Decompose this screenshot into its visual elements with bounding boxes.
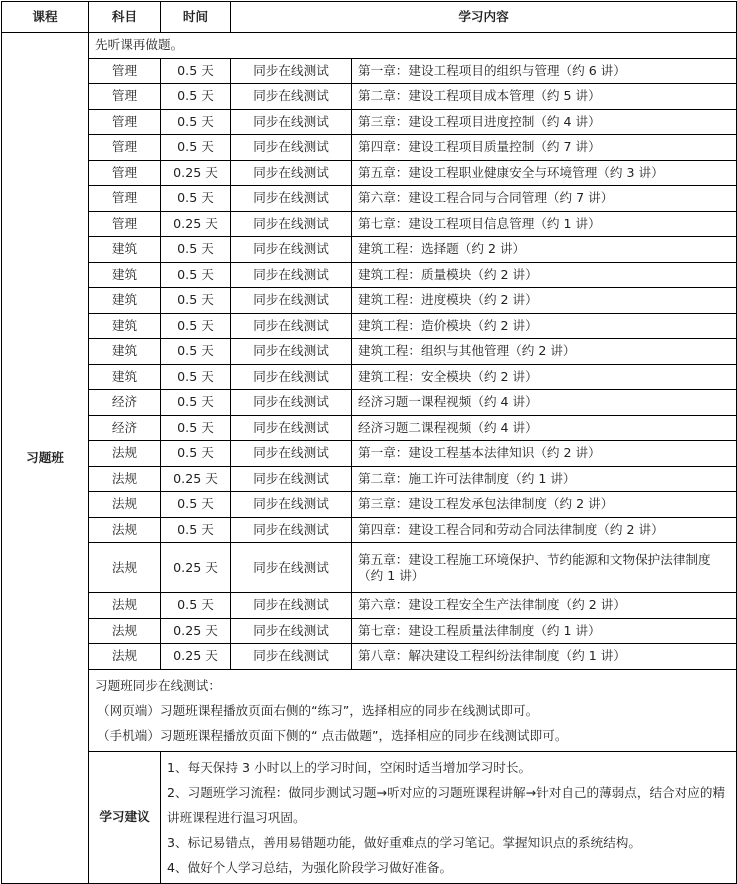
subject-cell: 建筑 [89, 339, 161, 365]
table-row [2, 313, 737, 339]
course-practice-class: 习题班 [2, 33, 89, 884]
subject-cell: 法规 [89, 517, 161, 543]
table-row [2, 288, 737, 314]
subject-cell: 管理 [89, 186, 161, 212]
subject-cell: 管理 [89, 160, 161, 186]
time-cell: 0.5 天 [161, 390, 231, 416]
content-cell: 第五章：建设工程施工环境保护、节约能源和文物保护法律制度（约 1 讲） [352, 543, 737, 593]
time-cell: 0.5 天 [161, 364, 231, 390]
sync-test-note [89, 669, 737, 751]
content-cell: 第三章：建设工程项目进度控制（约 4 讲） [352, 109, 737, 135]
header-content: 学习内容 [231, 2, 737, 33]
subject-cell: 法规 [89, 593, 161, 619]
subject-cell: 法规 [89, 441, 161, 467]
advice-item: 1、每天保持 3 小时以上的学习时间，空闲时适当增加学习时长。 [167, 759, 532, 775]
time-cell: 0.5 天 [161, 313, 231, 339]
subject-cell: 法规 [89, 492, 161, 518]
test-cell: 同步在线测试 [231, 160, 352, 186]
content-cell: 建筑工程：选择题（约 2 讲） [352, 237, 737, 263]
content-cell: 第六章：建设工程安全生产法律制度（约 2 讲） [352, 593, 737, 619]
content-cell: 第七章：建设工程质量法律制度（约 1 讲） [352, 618, 737, 644]
test-cell: 同步在线测试 [231, 313, 352, 339]
test-cell: 同步在线测试 [231, 492, 352, 518]
content-cell: 第一章：建设工程项目的组织与管理（约 6 讲） [352, 58, 737, 84]
subject-cell: 法规 [89, 466, 161, 492]
header-course: 课程 [2, 2, 89, 33]
table-row [2, 390, 737, 416]
table-row [2, 211, 737, 237]
time-cell: 0.5 天 [161, 517, 231, 543]
table-row [2, 237, 737, 263]
advice-item: 2、习题班学习流程：做同步测试习题→听对应的习题班课程讲解→针对自己的薄弱点，结合对应的精讲班课程进行温习巩固。 [167, 784, 726, 825]
test-cell: 同步在线测试 [231, 441, 352, 467]
content-cell: 第二章：建设工程项目成本管理（约 5 讲） [352, 84, 737, 110]
table-row [2, 339, 737, 365]
note-title: 习题班同步在线测试： [95, 677, 221, 693]
test-cell: 同步在线测试 [231, 415, 352, 441]
subject-cell: 经济 [89, 415, 161, 441]
note-mobile: （手机端）习题班课程播放页面下侧的“ 点击做题”，选择相应的同步在线测试即可。 [97, 727, 568, 743]
table-row [2, 618, 737, 644]
test-cell: 同步在线测试 [231, 517, 352, 543]
table-row [2, 415, 737, 441]
intro-text: 先听课再做题。 [89, 33, 737, 59]
test-cell: 同步在线测试 [231, 593, 352, 619]
table-row [2, 84, 737, 110]
header-row [2, 2, 737, 33]
subject-cell: 管理 [89, 211, 161, 237]
intro-row [2, 33, 737, 59]
table-row [2, 109, 737, 135]
content-cell: 第七章：建设工程项目信息管理（约 1 讲） [352, 211, 737, 237]
time-cell: 0.25 天 [161, 211, 231, 237]
subject-cell: 建筑 [89, 288, 161, 314]
time-cell: 0.5 天 [161, 58, 231, 84]
content-cell: 第二章：施工许可法律制度（约 1 讲） [352, 466, 737, 492]
time-cell: 0.5 天 [161, 415, 231, 441]
time-cell: 0.25 天 [161, 160, 231, 186]
subject-cell: 管理 [89, 135, 161, 161]
table-row [2, 58, 737, 84]
test-cell: 同步在线测试 [231, 543, 352, 593]
time-cell: 0.25 天 [161, 466, 231, 492]
time-cell: 0.5 天 [161, 262, 231, 288]
time-cell: 0.25 天 [161, 543, 231, 593]
content-cell: 第五章：建设工程职业健康安全与环境管理（约 3 讲） [352, 160, 737, 186]
time-cell: 0.5 天 [161, 492, 231, 518]
content-cell: 建筑工程：组织与其他管理（约 2 讲） [352, 339, 737, 365]
content-cell: 建筑工程：进度模块（约 2 讲） [352, 288, 737, 314]
subject-cell: 管理 [89, 58, 161, 84]
course-study-advice: 学习建议 [89, 751, 161, 883]
test-cell: 同步在线测试 [231, 58, 352, 84]
time-cell: 0.25 天 [161, 644, 231, 670]
content-cell: 经济习题二课程视频（约 4 讲） [352, 415, 737, 441]
time-cell: 0.5 天 [161, 339, 231, 365]
test-cell: 同步在线测试 [231, 288, 352, 314]
table-row [2, 160, 737, 186]
subject-cell: 法规 [89, 644, 161, 670]
subject-cell: 建筑 [89, 313, 161, 339]
content-cell: 建筑工程：安全模块（约 2 讲） [352, 364, 737, 390]
table-row [2, 593, 737, 619]
content-cell: 第一章：建设工程基本法律知识（约 2 讲） [352, 441, 737, 467]
time-cell: 0.5 天 [161, 288, 231, 314]
test-cell: 同步在线测试 [231, 644, 352, 670]
content-cell: 经济习题一课程视频（约 4 讲） [352, 390, 737, 416]
table-row [2, 262, 737, 288]
study-plan-table [1, 1, 737, 884]
test-cell: 同步在线测试 [231, 339, 352, 365]
subject-cell: 建筑 [89, 237, 161, 263]
advice-list [161, 751, 737, 883]
table-row [2, 543, 737, 593]
advice-item: 4、做好个人学习总结，为强化阶段学习做好准备。 [167, 859, 453, 875]
time-cell: 0.25 天 [161, 618, 231, 644]
header-time: 时间 [161, 2, 231, 33]
table-row [2, 466, 737, 492]
content-cell: 第八章：解决建设工程纠纷法律制度（约 1 讲） [352, 644, 737, 670]
time-cell: 0.5 天 [161, 109, 231, 135]
time-cell: 0.5 天 [161, 84, 231, 110]
table-row [2, 364, 737, 390]
table-row [2, 135, 737, 161]
table-row [2, 441, 737, 467]
test-cell: 同步在线测试 [231, 109, 352, 135]
time-cell: 0.5 天 [161, 441, 231, 467]
subject-cell: 管理 [89, 84, 161, 110]
table-row [2, 492, 737, 518]
test-cell: 同步在线测试 [231, 237, 352, 263]
test-cell: 同步在线测试 [231, 262, 352, 288]
test-cell: 同步在线测试 [231, 618, 352, 644]
subject-cell: 经济 [89, 390, 161, 416]
time-cell: 0.5 天 [161, 237, 231, 263]
advice-item: 3、标记易错点，善用易错题功能，做好重难点的学习笔记。掌握知识点的系统结构。 [167, 834, 641, 850]
test-cell: 同步在线测试 [231, 84, 352, 110]
subject-cell: 建筑 [89, 262, 161, 288]
test-cell: 同步在线测试 [231, 135, 352, 161]
subject-cell: 管理 [89, 109, 161, 135]
table-row [2, 644, 737, 670]
time-cell: 0.5 天 [161, 135, 231, 161]
note-row [2, 669, 737, 751]
subject-cell: 法规 [89, 618, 161, 644]
test-cell: 同步在线测试 [231, 390, 352, 416]
note-web: （网页端）习题班课程播放页面右侧的“练习”，选择相应的同步在线测试即可。 [97, 702, 539, 718]
content-cell: 第三章：建设工程发承包法律制度（约 2 讲） [352, 492, 737, 518]
time-cell: 0.5 天 [161, 186, 231, 212]
table-row [2, 186, 737, 212]
content-cell: 第四章：建设工程项目质量控制（约 7 讲） [352, 135, 737, 161]
subject-cell: 法规 [89, 543, 161, 593]
test-cell: 同步在线测试 [231, 211, 352, 237]
subject-cell: 建筑 [89, 364, 161, 390]
test-cell: 同步在线测试 [231, 364, 352, 390]
advice-row [2, 751, 737, 883]
content-cell: 第四章：建设工程合同和劳动合同法律制度（约 2 讲） [352, 517, 737, 543]
test-cell: 同步在线测试 [231, 186, 352, 212]
test-cell: 同步在线测试 [231, 466, 352, 492]
time-cell: 0.5 天 [161, 593, 231, 619]
header-subject: 科目 [89, 2, 161, 33]
content-cell: 建筑工程：造价模块（约 2 讲） [352, 313, 737, 339]
content-cell: 第六章：建设工程合同与合同管理（约 7 讲） [352, 186, 737, 212]
table-row [2, 517, 737, 543]
content-cell: 建筑工程：质量模块（约 2 讲） [352, 262, 737, 288]
